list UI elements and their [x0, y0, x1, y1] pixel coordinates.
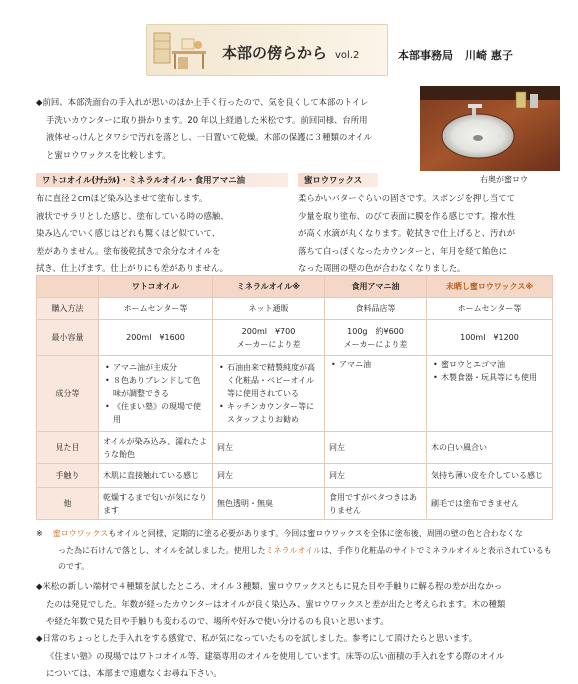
- table-row: [37, 488, 553, 520]
- table-cell: 刷毛では塗布できません: [427, 488, 553, 520]
- table-cell: 木の白い風合い: [427, 432, 553, 464]
- text-line: や経た年数で見た目や手触りも変わるので、場所や好みで使い分けるのも良いと思います。: [46, 616, 389, 626]
- section-heading-wax: 蜜ロウワックス: [298, 173, 378, 187]
- table-cell: 同左: [213, 432, 325, 464]
- table-cell: ホームセンター等: [427, 298, 553, 320]
- text-line: 染み込んでいく感じはどれも驚くほど似ていて、: [36, 228, 221, 238]
- table-header: 食用アマニ油: [325, 276, 427, 298]
- table-row: [37, 320, 553, 356]
- closing-paragraph: [36, 630, 560, 683]
- table-row: [37, 298, 553, 320]
- intro-paragraph: [36, 94, 412, 164]
- bullet-item: • アマニ油: [339, 358, 422, 371]
- text-line: 布に直径２cmほど染み込ませて塗布します。: [36, 193, 208, 203]
- table-cell: 200ml ¥700 メーカーにより差: [213, 320, 325, 356]
- table-cell: 同左: [325, 432, 427, 464]
- text-line: 拭き、仕上げます。仕上がりにも差がありません。: [36, 263, 229, 273]
- table-header: 未晒し蜜ロウワックス※: [427, 276, 553, 298]
- table-cell: 同左: [213, 464, 325, 488]
- bullet-item: • 《住まい塾》の現場で使用: [113, 400, 208, 426]
- table-header: [37, 276, 99, 298]
- bullet-item: • アマニ油が主成分: [113, 361, 208, 374]
- desk-illustration: [152, 27, 210, 71]
- table-cell: [325, 356, 427, 432]
- sink-photo: [420, 86, 560, 171]
- findings-paragraph: [36, 578, 560, 631]
- row-label: 最小容量: [37, 320, 99, 356]
- table-cell: 100g 約¥600 メーカーにより差: [325, 320, 427, 356]
- text-line: 落ちて白っぽくなったカウンターと、年月を経て飴色に: [298, 245, 507, 256]
- author-dept: 本部事務局: [398, 49, 453, 62]
- comparison-table: [36, 275, 553, 520]
- intro-line: 液体せっけんとタワシで汚れを落とし、一日置いて乾燥。木部の保護に３種類のオイル: [46, 132, 373, 142]
- table-row: [37, 356, 553, 432]
- text-line: ◆米松の新しい端材で４種類を試したところ、オイル３種類、蜜ロウワックスともに見た目や手触りに解る程の差が出なかっ: [36, 581, 503, 591]
- text-line: 《住まい塾》の現場ではワトコオイル等、建築専用のオイルを使用しています。床等の広い面積の手入れをする際のオイル: [46, 650, 505, 661]
- volume-label: vol.2: [335, 50, 360, 61]
- row-label: 見た目: [37, 432, 99, 464]
- page-title: 本部の傍らから vol.2: [222, 44, 360, 62]
- table-cell: オイルが染み込み、濡れたような飴色: [99, 432, 213, 464]
- note-term: 蜜ロウワックス: [52, 529, 109, 538]
- note-mark: ※: [36, 529, 43, 538]
- note-text: った為に石けんで落とし、オイルを試しました。使用した: [58, 545, 266, 555]
- footnote-line: [36, 526, 556, 543]
- table-cell: 木肌に直接触れている感じ: [99, 464, 213, 488]
- table-cell: 食料品店等: [325, 298, 427, 320]
- table-row: [37, 432, 553, 464]
- table-header-row: [37, 276, 553, 298]
- table-cell: 200ml ¥1600: [99, 320, 213, 356]
- table-header: ワトコオイル: [99, 276, 213, 298]
- footnote-line: [36, 543, 556, 576]
- text-line: たのは発見でした。年数が経ったカウンターはオイルが良く染込み、蜜ロウワックスと差が出たと考えられます。木の種類: [46, 598, 506, 609]
- table-cell: ホームセンター等: [99, 298, 213, 320]
- section-heading-oils: ワトコオイル(ﾅﾁｭﾗﾙ)・ミネラルオイル・食用アマニ油: [36, 173, 288, 187]
- note-text: もオイルと同様、定期的に塗る必要があります。今回は蜜ロウワックスを全体に塗布後、周囲の壁の色と合わなくな: [108, 529, 523, 538]
- table-cell: 無色透明・無臭: [213, 488, 325, 520]
- row-label: 他: [37, 488, 99, 520]
- table-cell: ネット通販: [213, 298, 325, 320]
- intro-line: と蜜ロウワックスを比較します。: [46, 149, 171, 160]
- section-text-oils: [36, 190, 292, 278]
- table-cell: [213, 356, 325, 432]
- text-line: ◆日常のちょっとした手入れをする感覚で、私が気になっていたものを試しました。参考にして頂けたらと思います。: [36, 633, 478, 643]
- text-line: については、本部まで遠慮なくお尋ね下さい。: [46, 668, 222, 678]
- table-cell: [99, 356, 213, 432]
- table-cell: 乾燥するまで匂いが気になります: [99, 488, 213, 520]
- note-text: は、手作り化粧品のサイトでミネラルオイルと表示されているものです。: [58, 545, 552, 571]
- bullet-item: • ８色ありブレンドして色味が調整できる: [113, 374, 208, 400]
- table-row: [37, 464, 553, 488]
- text-line: なった周囲の壁の色が合わなくなりました。: [298, 263, 466, 273]
- row-label: 手触り: [37, 464, 99, 488]
- bullet-item: • 蜜ロウとエゴマ油: [441, 358, 548, 371]
- bullet-item: • 石油由来で精製純度が高く化粧品・ベビーオイル等に使用されている: [227, 361, 320, 400]
- text-line: 少量を取り塗布、のびて表面に膜を作る感じです。撥水性: [298, 210, 516, 221]
- text-line: 液状でサラリとした感じ、塗布している時の感触、: [36, 210, 229, 221]
- intro-line: 手洗いカウンターに取り掛かります。20 年以上経過した米松です。前回同様、台所用: [46, 114, 368, 125]
- table-cell: 食用ですがベタつきはありません: [325, 488, 427, 520]
- table-cell: 同左: [325, 464, 427, 488]
- text-line: 差がありません。塗布後乾拭きで余分なオイルを: [36, 245, 221, 256]
- text-line: が高く水滴が丸くなります。乾拭きで仕上げると、汚れが: [298, 228, 516, 238]
- section-text-wax: [298, 190, 566, 278]
- table-cell: 気持ち薄い皮を介している感じ: [427, 464, 553, 488]
- text-line: 柔らかいバターぐらいの固さです。スポンジを押し当てて: [298, 193, 515, 203]
- bullet-item: • 木製食器・玩具等にも使用: [441, 371, 548, 384]
- footnote: [36, 526, 556, 576]
- table-cell: 100ml ¥1200: [427, 320, 553, 356]
- author-line: [398, 47, 525, 63]
- table-header: ミネラルオイル※: [213, 276, 325, 298]
- author-name: 川崎 惠子: [465, 49, 513, 62]
- row-label: 成分等: [37, 356, 99, 432]
- photo-caption: 右奥が蜜ロウ: [480, 175, 528, 184]
- note-term: ミネラルオイル: [265, 545, 321, 555]
- row-label: 購入方法: [37, 298, 99, 320]
- bullet-item: • キッチンカウンター等にスタッフよりお勧め: [227, 400, 320, 426]
- table-cell: [427, 356, 553, 432]
- intro-line: ◆前回、本部洗面台の手入れが思いのほか上手く行ったので、気を良くして本部のトイレ: [36, 97, 369, 107]
